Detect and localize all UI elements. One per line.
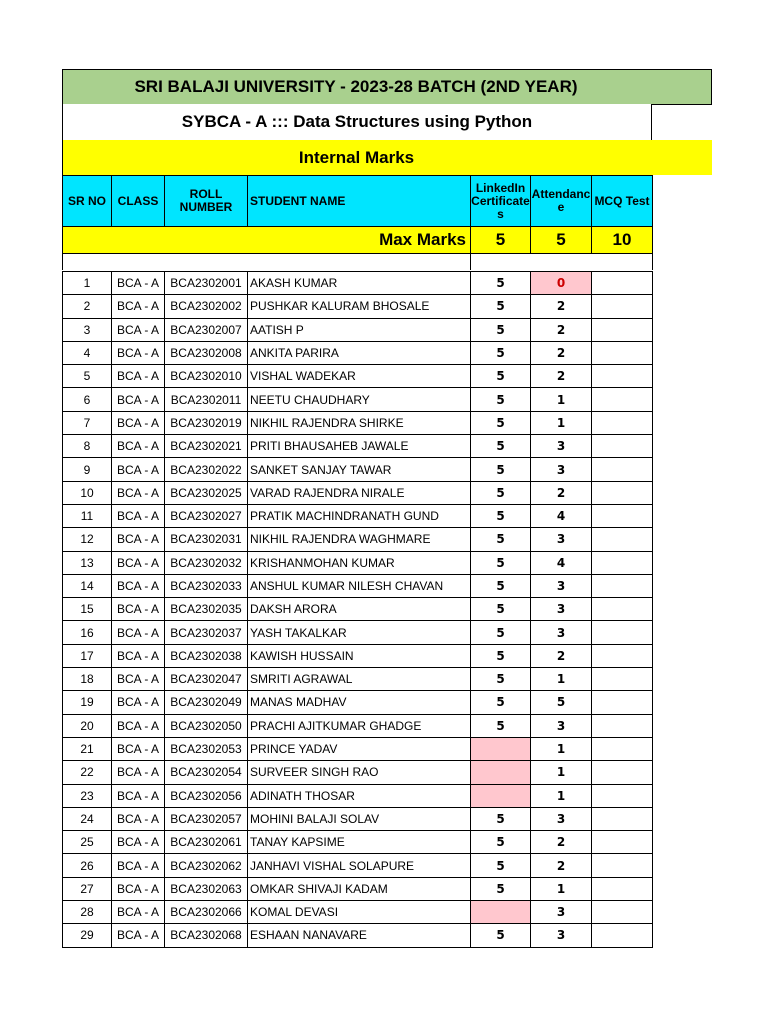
linkedin-cell: 5	[471, 691, 531, 714]
roll-number-cell: BCA2302022	[165, 458, 248, 481]
roll-number-cell: BCA2302038	[165, 644, 248, 667]
class-cell: BCA - A	[112, 295, 165, 318]
linkedin-cell: 5	[471, 877, 531, 900]
attendance-cell: 1	[531, 761, 592, 784]
attendance-cell: 1	[531, 737, 592, 760]
roll-number-cell: BCA2302056	[165, 784, 248, 807]
attendance-cell: 0	[531, 272, 592, 295]
col-student-name: STUDENT NAME	[248, 176, 471, 227]
roll-number-cell: BCA2302021	[165, 435, 248, 458]
mcq-cell	[592, 504, 653, 527]
sr-no-cell: 10	[63, 481, 112, 504]
max-marks-label: Max Marks	[63, 227, 471, 254]
class-cell: BCA - A	[112, 388, 165, 411]
student-name-cell: PRINCE YADAV	[248, 737, 471, 760]
university-title: SRI BALAJI UNIVERSITY - 2023-28 BATCH (2ND YEAR)	[62, 69, 712, 105]
attendance-cell: 2	[531, 644, 592, 667]
roll-number-cell: BCA2302050	[165, 714, 248, 737]
roll-number-cell: BCA2302010	[165, 365, 248, 388]
linkedin-cell: 5	[471, 621, 531, 644]
course-title: SYBCA - A ::: Data Structures using Python	[62, 104, 652, 140]
class-cell: BCA - A	[112, 901, 165, 924]
linkedin-cell: 5	[471, 318, 531, 341]
class-cell: BCA - A	[112, 691, 165, 714]
linkedin-cell: 5	[471, 272, 531, 295]
sr-no-cell: 12	[63, 528, 112, 551]
student-name-cell: AKASH KUMAR	[248, 272, 471, 295]
sr-no-cell: 26	[63, 854, 112, 877]
class-cell: BCA - A	[112, 877, 165, 900]
max-linkedin: 5	[471, 227, 531, 254]
mcq-cell	[592, 318, 653, 341]
col-roll-number: ROLL NUMBER	[165, 176, 248, 227]
class-cell: BCA - A	[112, 365, 165, 388]
mcq-cell	[592, 901, 653, 924]
student-name-cell: MANAS MADHAV	[248, 691, 471, 714]
attendance-cell: 1	[531, 388, 592, 411]
table-row	[63, 877, 653, 900]
table-row	[63, 761, 653, 784]
mcq-cell	[592, 854, 653, 877]
roll-number-cell: BCA2302057	[165, 807, 248, 830]
linkedin-cell: 5	[471, 668, 531, 691]
attendance-cell: 2	[531, 831, 592, 854]
col-class: CLASS	[112, 176, 165, 227]
mcq-cell	[592, 458, 653, 481]
attendance-cell: 1	[531, 668, 592, 691]
roll-number-cell: BCA2302037	[165, 621, 248, 644]
table-row	[63, 458, 653, 481]
class-cell: BCA - A	[112, 458, 165, 481]
class-cell: BCA - A	[112, 411, 165, 434]
mcq-cell	[592, 435, 653, 458]
linkedin-cell: 5	[471, 598, 531, 621]
class-cell: BCA - A	[112, 481, 165, 504]
table-row	[63, 318, 653, 341]
sr-no-cell: 16	[63, 621, 112, 644]
student-name-cell: ESHAAN NANAVARE	[248, 924, 471, 947]
attendance-cell: 1	[531, 784, 592, 807]
table-row	[63, 714, 653, 737]
sr-no-cell: 28	[63, 901, 112, 924]
class-cell: BCA - A	[112, 644, 165, 667]
roll-number-cell: BCA2302061	[165, 831, 248, 854]
attendance-cell: 3	[531, 807, 592, 830]
table-row	[63, 341, 653, 364]
linkedin-cell: 5	[471, 551, 531, 574]
roll-number-cell: BCA2302001	[165, 272, 248, 295]
roll-number-cell: BCA2302047	[165, 668, 248, 691]
mcq-cell	[592, 528, 653, 551]
attendance-cell: 2	[531, 318, 592, 341]
roll-number-cell: BCA2302008	[165, 341, 248, 364]
linkedin-cell	[471, 737, 531, 760]
sr-no-cell: 14	[63, 574, 112, 597]
mcq-cell	[592, 621, 653, 644]
sr-no-cell: 20	[63, 714, 112, 737]
class-cell: BCA - A	[112, 598, 165, 621]
student-name-cell: PRITI BHAUSAHEB JAWALE	[248, 435, 471, 458]
attendance-cell: 3	[531, 924, 592, 947]
student-name-cell: YASH TAKALKAR	[248, 621, 471, 644]
max-attendance: 5	[531, 227, 592, 254]
attendance-cell: 2	[531, 341, 592, 364]
mcq-cell	[592, 784, 653, 807]
attendance-cell: 3	[531, 714, 592, 737]
mcq-cell	[592, 295, 653, 318]
sr-no-cell: 9	[63, 458, 112, 481]
linkedin-cell: 5	[471, 341, 531, 364]
roll-number-cell: BCA2302035	[165, 598, 248, 621]
mcq-cell	[592, 481, 653, 504]
roll-number-cell: BCA2302054	[165, 761, 248, 784]
attendance-cell: 4	[531, 551, 592, 574]
class-cell: BCA - A	[112, 621, 165, 644]
linkedin-cell	[471, 784, 531, 807]
sr-no-cell: 3	[63, 318, 112, 341]
table-row	[63, 411, 653, 434]
student-name-cell: NIKHIL RAJENDRA SHIRKE	[248, 411, 471, 434]
linkedin-cell: 5	[471, 574, 531, 597]
mcq-cell	[592, 924, 653, 947]
max-marks-row	[63, 227, 653, 254]
marks-table	[62, 271, 653, 948]
sr-no-cell: 11	[63, 504, 112, 527]
mcq-cell	[592, 831, 653, 854]
student-name-cell: VISHAL WADEKAR	[248, 365, 471, 388]
class-cell: BCA - A	[112, 574, 165, 597]
student-name-cell: NEETU CHAUDHARY	[248, 388, 471, 411]
attendance-cell: 3	[531, 458, 592, 481]
sr-no-cell: 13	[63, 551, 112, 574]
sr-no-cell: 2	[63, 295, 112, 318]
sr-no-cell: 7	[63, 411, 112, 434]
student-name-cell: VARAD RAJENDRA NIRALE	[248, 481, 471, 504]
student-name-cell: OMKAR SHIVAJI KADAM	[248, 877, 471, 900]
roll-number-cell: BCA2302002	[165, 295, 248, 318]
roll-number-cell: BCA2302066	[165, 901, 248, 924]
sr-no-cell: 27	[63, 877, 112, 900]
student-name-cell: KRISHANMOHAN KUMAR	[248, 551, 471, 574]
sr-no-cell: 15	[63, 598, 112, 621]
class-cell: BCA - A	[112, 831, 165, 854]
linkedin-cell: 5	[471, 714, 531, 737]
mcq-cell	[592, 761, 653, 784]
student-name-cell: SURVEER SINGH RAO	[248, 761, 471, 784]
attendance-cell: 2	[531, 481, 592, 504]
table-row	[63, 435, 653, 458]
class-cell: BCA - A	[112, 854, 165, 877]
class-cell: BCA - A	[112, 435, 165, 458]
class-cell: BCA - A	[112, 318, 165, 341]
mcq-cell	[592, 644, 653, 667]
attendance-cell: 2	[531, 854, 592, 877]
sr-no-cell: 18	[63, 668, 112, 691]
class-cell: BCA - A	[112, 504, 165, 527]
sr-no-cell: 17	[63, 644, 112, 667]
table-row	[63, 901, 653, 924]
table-row	[63, 644, 653, 667]
table-row	[63, 295, 653, 318]
table-row	[63, 668, 653, 691]
marks-header-table	[62, 175, 653, 270]
max-mcq: 10	[592, 227, 653, 254]
table-row	[63, 481, 653, 504]
roll-number-cell: BCA2302007	[165, 318, 248, 341]
class-cell: BCA - A	[112, 784, 165, 807]
linkedin-cell: 5	[471, 435, 531, 458]
student-name-cell: SANKET SANJAY TAWAR	[248, 458, 471, 481]
linkedin-cell	[471, 761, 531, 784]
sr-no-cell: 4	[63, 341, 112, 364]
roll-number-cell: BCA2302011	[165, 388, 248, 411]
table-row	[63, 737, 653, 760]
class-cell: BCA - A	[112, 668, 165, 691]
student-name-cell: NIKHIL RAJENDRA WAGHMARE	[248, 528, 471, 551]
sr-no-cell: 21	[63, 737, 112, 760]
roll-number-cell: BCA2302032	[165, 551, 248, 574]
linkedin-cell: 5	[471, 924, 531, 947]
table-row	[63, 574, 653, 597]
mcq-cell	[592, 388, 653, 411]
student-name-cell: MOHINI BALAJI SOLAV	[248, 807, 471, 830]
student-name-cell: ADINATH THOSAR	[248, 784, 471, 807]
student-name-cell: ANKITA PARIRA	[248, 341, 471, 364]
mcq-cell	[592, 737, 653, 760]
table-row	[63, 621, 653, 644]
student-name-cell: KOMAL DEVASI	[248, 901, 471, 924]
linkedin-cell: 5	[471, 807, 531, 830]
mcq-cell	[592, 365, 653, 388]
linkedin-cell: 5	[471, 365, 531, 388]
attendance-cell: 5	[531, 691, 592, 714]
table-row	[63, 528, 653, 551]
attendance-cell: 2	[531, 295, 592, 318]
class-cell: BCA - A	[112, 272, 165, 295]
mcq-cell	[592, 551, 653, 574]
linkedin-cell: 5	[471, 458, 531, 481]
spacer-row	[63, 254, 653, 271]
table-row	[63, 807, 653, 830]
marks-table-body	[63, 272, 653, 948]
mcq-cell	[592, 807, 653, 830]
linkedin-cell: 5	[471, 388, 531, 411]
student-name-cell: JANHAVI VISHAL SOLAPURE	[248, 854, 471, 877]
student-name-cell: TANAY KAPSIME	[248, 831, 471, 854]
linkedin-cell: 5	[471, 481, 531, 504]
student-name-cell: KAWISH HUSSAIN	[248, 644, 471, 667]
attendance-cell: 3	[531, 598, 592, 621]
sr-no-cell: 25	[63, 831, 112, 854]
linkedin-cell: 5	[471, 295, 531, 318]
col-mcq: MCQ Test	[592, 176, 653, 227]
class-cell: BCA - A	[112, 528, 165, 551]
roll-number-cell: BCA2302027	[165, 504, 248, 527]
section-title: Internal Marks	[62, 140, 712, 175]
sr-no-cell: 8	[63, 435, 112, 458]
table-row	[63, 924, 653, 947]
mcq-cell	[592, 691, 653, 714]
roll-number-cell: BCA2302019	[165, 411, 248, 434]
col-attendance: Attendance	[531, 176, 592, 227]
linkedin-cell: 5	[471, 411, 531, 434]
linkedin-cell	[471, 901, 531, 924]
mcq-cell	[592, 411, 653, 434]
sr-no-cell: 6	[63, 388, 112, 411]
class-cell: BCA - A	[112, 924, 165, 947]
class-cell: BCA - A	[112, 714, 165, 737]
attendance-cell: 3	[531, 621, 592, 644]
sr-no-cell: 19	[63, 691, 112, 714]
table-row	[63, 272, 653, 295]
mcq-cell	[592, 272, 653, 295]
mcq-cell	[592, 668, 653, 691]
attendance-cell: 4	[531, 504, 592, 527]
attendance-cell: 2	[531, 365, 592, 388]
roll-number-cell: BCA2302068	[165, 924, 248, 947]
class-cell: BCA - A	[112, 551, 165, 574]
sr-no-cell: 1	[63, 272, 112, 295]
student-name-cell: PRACHI AJITKUMAR GHADGE	[248, 714, 471, 737]
col-linkedin: LinkedIn Certificates	[471, 176, 531, 227]
mcq-cell	[592, 598, 653, 621]
student-name-cell: AATISH P	[248, 318, 471, 341]
attendance-cell: 3	[531, 528, 592, 551]
linkedin-cell: 5	[471, 644, 531, 667]
roll-number-cell: BCA2302063	[165, 877, 248, 900]
roll-number-cell: BCA2302053	[165, 737, 248, 760]
class-cell: BCA - A	[112, 341, 165, 364]
mcq-cell	[592, 341, 653, 364]
mcq-cell	[592, 714, 653, 737]
mcq-cell	[592, 877, 653, 900]
student-name-cell: PUSHKAR KALURAM BHOSALE	[248, 295, 471, 318]
linkedin-cell: 5	[471, 504, 531, 527]
table-row	[63, 691, 653, 714]
sr-no-cell: 23	[63, 784, 112, 807]
table-row	[63, 388, 653, 411]
class-cell: BCA - A	[112, 761, 165, 784]
student-name-cell: PRATIK MACHINDRANATH GUND	[248, 504, 471, 527]
class-cell: BCA - A	[112, 807, 165, 830]
roll-number-cell: BCA2302062	[165, 854, 248, 877]
attendance-cell: 3	[531, 435, 592, 458]
attendance-cell: 1	[531, 411, 592, 434]
attendance-cell: 1	[531, 877, 592, 900]
attendance-cell: 3	[531, 901, 592, 924]
linkedin-cell: 5	[471, 831, 531, 854]
roll-number-cell: BCA2302025	[165, 481, 248, 504]
col-sr-no: SR NO	[63, 176, 112, 227]
linkedin-cell: 5	[471, 854, 531, 877]
column-header-row	[63, 176, 653, 227]
roll-number-cell: BCA2302049	[165, 691, 248, 714]
table-row	[63, 365, 653, 388]
sr-no-cell: 29	[63, 924, 112, 947]
sr-no-cell: 22	[63, 761, 112, 784]
mcq-cell	[592, 574, 653, 597]
table-row	[63, 784, 653, 807]
roll-number-cell: BCA2302031	[165, 528, 248, 551]
student-name-cell: ANSHUL KUMAR NILESH CHAVAN	[248, 574, 471, 597]
attendance-cell: 3	[531, 574, 592, 597]
student-name-cell: DAKSH ARORA	[248, 598, 471, 621]
student-name-cell: SMRITI AGRAWAL	[248, 668, 471, 691]
table-row	[63, 854, 653, 877]
sr-no-cell: 24	[63, 807, 112, 830]
sr-no-cell: 5	[63, 365, 112, 388]
roll-number-cell: BCA2302033	[165, 574, 248, 597]
table-row	[63, 831, 653, 854]
table-row	[63, 598, 653, 621]
linkedin-cell: 5	[471, 528, 531, 551]
table-row	[63, 551, 653, 574]
table-row	[63, 504, 653, 527]
class-cell: BCA - A	[112, 737, 165, 760]
